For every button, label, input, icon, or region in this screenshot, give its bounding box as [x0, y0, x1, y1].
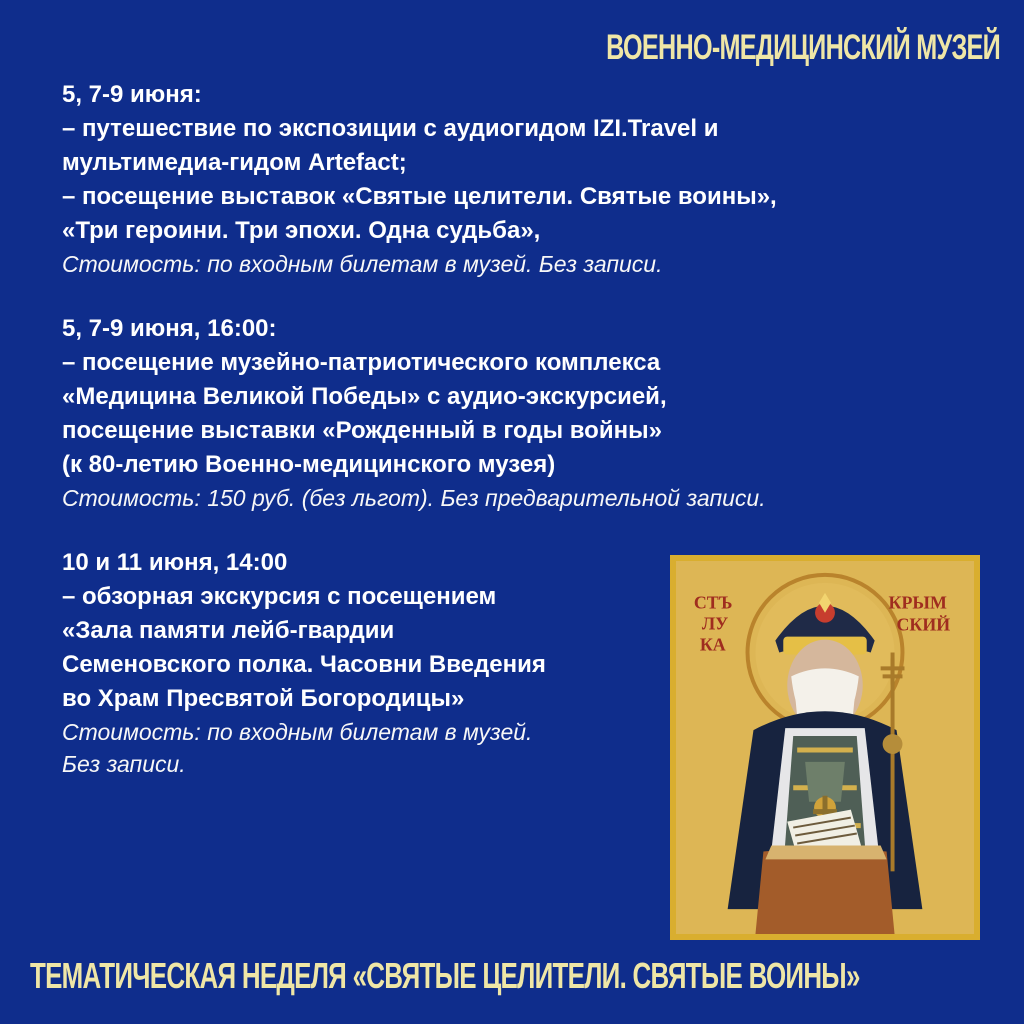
saint-icon-image [670, 555, 980, 940]
event-line: Семеновского полка. Часовни Введения [62, 651, 546, 678]
event-line: «Три героини. Три эпохи. Одна судьба», [62, 217, 541, 244]
icon-inscription-right [889, 593, 951, 635]
event-date: 5, 7-9 июня, 16:00: [62, 315, 277, 342]
event-price: Стоимость: 150 руб. (без льгот). Без предварительной записи. [62, 485, 766, 511]
event-line: (к 80-летию Военно-медицинского музея) [62, 451, 556, 478]
svg-text:КРЫМ: КРЫМ [888, 592, 947, 613]
event-line: «Медицина Великой Победы» с аудио-экскурсией, [62, 383, 667, 410]
footer-title: ТЕМАТИЧЕСКАЯ НЕДЕЛЯ «СВЯТЫЕ ЦЕЛИТЕЛИ. СВЯТЫЕ ВОИНЫ» [30, 955, 860, 996]
event-line: во Храм Пресвятой Богородицы» [62, 685, 465, 712]
event-block-2 [62, 312, 992, 514]
event-line: мультимедиа-гидом Artefact; [62, 149, 407, 176]
svg-text:СКИЙ: СКИЙ [896, 614, 951, 635]
event-line: «Зала памяти лейб-гвардии [62, 617, 395, 644]
museum-title: ВОЕННО-МЕДИЦИНСКИЙ МУЗЕЙ [606, 28, 1000, 67]
event-line: – обзорная экскурсия с посещением [62, 583, 497, 610]
event-block-1 [62, 78, 992, 280]
event-date: 10 и 11 июня, 14:00 [62, 549, 288, 576]
event-price: Стоимость: по входным билетам в музей. [62, 719, 533, 745]
saint-icon-illustration [676, 561, 974, 934]
event-price: Без записи. [62, 751, 186, 777]
svg-text:ЛУ: ЛУ [701, 613, 729, 634]
svg-text:СТЪ: СТЪ [693, 592, 733, 613]
event-line: – путешествие по экспозиции с аудиогидом IZI.Travel и [62, 115, 719, 142]
event-price: Стоимость: по входным билетам в музей. Без записи. [62, 251, 663, 277]
event-line: – посещение музейно-патриотического комплекса [62, 349, 661, 376]
event-date: 5, 7-9 июня: [62, 81, 202, 108]
event-line: – посещение выставок «Святые целители. Святые воины», [62, 183, 777, 210]
event-line: посещение выставки «Рожденный в годы войны» [62, 417, 662, 444]
svg-text:КА: КА [699, 634, 726, 655]
